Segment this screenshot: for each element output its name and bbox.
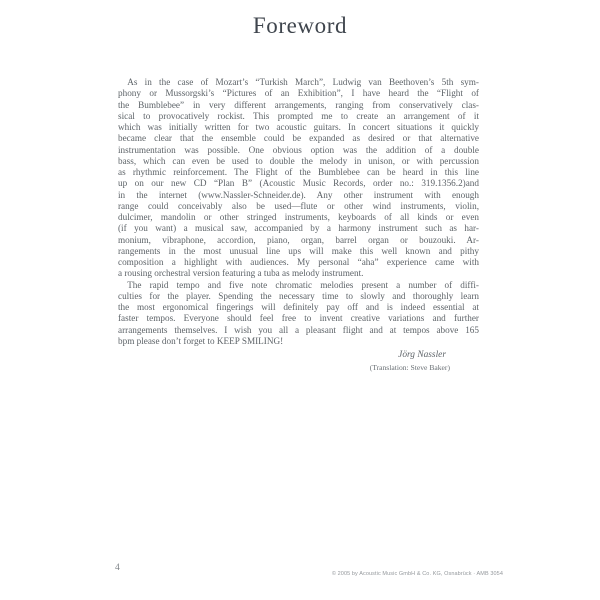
text-line: bpm please don’t forget to KEEP SMILING! [118, 335, 284, 346]
text-line: faster tempos. Everyone should feel free to invent creative variations and further [118, 313, 479, 324]
text-line: culties for the player. Spending the necessary time to slowly and thoroughly learn [118, 290, 479, 301]
text-line: up on our new CD “Plan B” (Acoustic Music Records, order no.: 319.1356.2)and [118, 178, 479, 189]
text-line: bass, which can even be used to double the melody in unison, or with percussion [118, 155, 479, 166]
text-line: as rhythmic reinforcement. The Flight of the Bumblebee can be heard in this line [118, 167, 479, 177]
author-signature: Jörg Nassler [398, 350, 446, 360]
text-line: a rousing orchestral version featuring a tuba as melody instrument. [118, 268, 364, 279]
text-line: rangements in the most unusual line ups will make this well known and pithy [118, 245, 479, 256]
page-title: Foreword [252, 13, 348, 38]
text-line: the most ergonomical fingerings will definitely pay off and is indeed essential at [118, 302, 479, 312]
text-line: in the internet (www.Nassler-Schneider.de). Any other instrument with enough [118, 189, 479, 200]
copyright-line: © 2005 by Acoustic Music GmbH & Co. KG, Osnabrück · AMB 3054 [331, 571, 503, 577]
page-number: 4 [115, 563, 120, 573]
text-line: As in the case of Mozart’s “Turkish March”, Ludwig van Beethoven’s 5th sym- [127, 77, 479, 87]
text-line: (if you want) a musical saw, accompanied by a harmony instrument such as har- [118, 223, 479, 234]
text-line: became clear that the ensemble could be expanded as desired or that alternative [118, 133, 479, 144]
text-line: composition a highlight with audiences. My personal “aha” experience came with [118, 257, 479, 267]
text-line: arrangements themselves. I wish you all a pleasant flight and at tempos above 165 [118, 324, 479, 335]
text-line: which was initially written for two acoustic guitars. In concert situations it quickly [118, 122, 479, 132]
foreword-body [118, 77, 479, 374]
text-line: sical to provocatively rockist. This prompted me to create an arrangement of it [118, 110, 479, 121]
translation-credit: (Translation: Steve Baker) [369, 363, 450, 373]
text-line: instrumentation was possible. One obvious option was the addition of a double [118, 144, 479, 155]
text-line: phony or Mussorgski’s “Pictures of an Exhibition”, I have heard the “Flight of [118, 88, 479, 99]
text-line: range could conceivably also be used—flute or other wind instruments, violin, [118, 200, 479, 211]
text-line: dulcimer, mandolin or other stringed instruments, keyboards of all kinds or even [118, 212, 479, 222]
text-line: the Bumblebee” in very different arrangements, ranging from conservatively clas- [118, 99, 479, 110]
paragraphs-container [118, 77, 479, 347]
text-line: monium, vibraphone, accordion, piano, organ, barrel organ or bouzouki. Ar- [118, 234, 479, 245]
text-line: The rapid tempo and five note chromatic melodies present a number of diffi- [127, 279, 479, 290]
